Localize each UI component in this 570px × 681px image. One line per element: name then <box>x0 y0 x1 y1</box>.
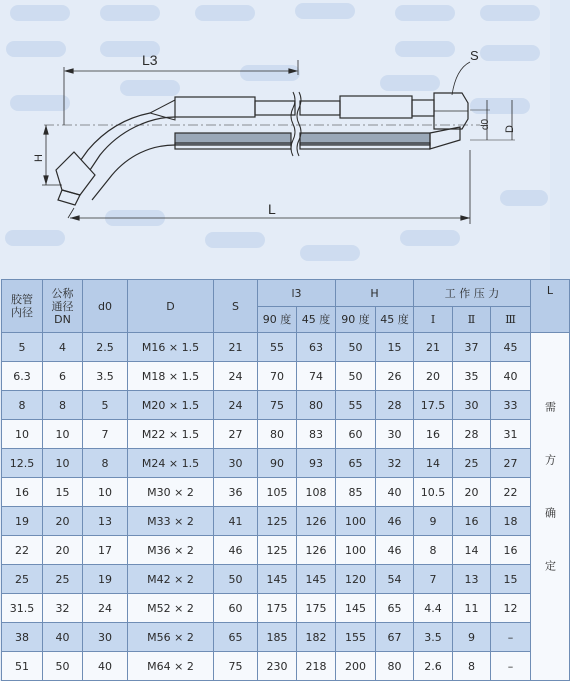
cell-pressure-1: 10.5 <box>414 478 453 507</box>
cell-nominal-bore: 10 <box>43 449 83 478</box>
table-row <box>2 565 570 594</box>
cell-pressure-3: 40 <box>491 362 531 391</box>
cell-l3-90: 125 <box>258 536 297 565</box>
cell-d0: 10 <box>83 478 128 507</box>
cell-pressure-3: 18 <box>491 507 531 536</box>
cell-d: M33 × 2 <box>128 507 214 536</box>
cell-pressure-2: 35 <box>453 362 491 391</box>
table-row <box>2 362 570 391</box>
cell-s: 75 <box>214 652 258 681</box>
cell-pressure-2: 25 <box>453 449 491 478</box>
cell-h-45: 32 <box>376 449 414 478</box>
cell-h-45: 26 <box>376 362 414 391</box>
cell-d: M56 × 2 <box>128 623 214 652</box>
cell-h-45: 40 <box>376 478 414 507</box>
hose-assembly-drawing <box>0 0 550 279</box>
cell-pressure-2: 9 <box>453 623 491 652</box>
cell-nominal-bore: 10 <box>43 420 83 449</box>
cell-pressure-2: 30 <box>453 391 491 420</box>
cell-h-90: 50 <box>336 362 376 391</box>
table-body <box>2 333 570 681</box>
cell-l3-45: 126 <box>297 507 336 536</box>
table-row <box>2 652 570 681</box>
cell-l3-45: 108 <box>297 478 336 507</box>
cell-h-90: 85 <box>336 478 376 507</box>
cell-pressure-1: 20 <box>414 362 453 391</box>
cell-pressure-1: 7 <box>414 565 453 594</box>
subheader-l3-45: 45 度 <box>297 307 336 333</box>
cell-d0: 24 <box>83 594 128 623</box>
cell-h-45: 46 <box>376 536 414 565</box>
cell-h-45: 65 <box>376 594 414 623</box>
cell-l3-90: 145 <box>258 565 297 594</box>
cell-d0: 3.5 <box>83 362 128 391</box>
cell-pressure-1: 9 <box>414 507 453 536</box>
table-row <box>2 449 570 478</box>
cell-hose-inner-diameter: 12.5 <box>2 449 43 478</box>
cell-d0: 30 <box>83 623 128 652</box>
cell-h-45: 15 <box>376 333 414 362</box>
table-row <box>2 536 570 565</box>
header-hose-inner-diameter: 胶管 内径 <box>2 280 43 333</box>
cell-s: 46 <box>214 536 258 565</box>
cell-l3-90: 90 <box>258 449 297 478</box>
cell-pressure-3: 33 <box>491 391 531 420</box>
cell-s: 41 <box>214 507 258 536</box>
cell-s: 50 <box>214 565 258 594</box>
cell-l3-45: 218 <box>297 652 336 681</box>
cell-s: 30 <box>214 449 258 478</box>
cell-h-90: 200 <box>336 652 376 681</box>
table-row <box>2 420 570 449</box>
cell-nominal-bore: 4 <box>43 333 83 362</box>
cell-hose-inner-diameter: 5 <box>2 333 43 362</box>
cell-d0: 2.5 <box>83 333 128 362</box>
cell-pressure-3: 22 <box>491 478 531 507</box>
cell-d0: 19 <box>83 565 128 594</box>
subheader-pressure-2: Ⅱ <box>453 307 491 333</box>
cell-d0: 13 <box>83 507 128 536</box>
cell-l3-90: 230 <box>258 652 297 681</box>
subheader-h-90: 90 度 <box>336 307 376 333</box>
cell-pressure-3: – <box>491 623 531 652</box>
cell-s: 24 <box>214 362 258 391</box>
cell-pressure-3: 12 <box>491 594 531 623</box>
cell-hose-inner-diameter: 38 <box>2 623 43 652</box>
cell-pressure-1: 14 <box>414 449 453 478</box>
cell-pressure-1: 4.4 <box>414 594 453 623</box>
cell-hose-inner-diameter: 51 <box>2 652 43 681</box>
header-d: D <box>128 280 214 333</box>
cell-pressure-1: 3.5 <box>414 623 453 652</box>
cell-l3-45: 175 <box>297 594 336 623</box>
cell-l3-45: 126 <box>297 536 336 565</box>
cell-h-45: 67 <box>376 623 414 652</box>
cell-h-45: 46 <box>376 507 414 536</box>
cell-d: M52 × 2 <box>128 594 214 623</box>
cell-l3-45: 145 <box>297 565 336 594</box>
cell-d: M20 × 1.5 <box>128 391 214 420</box>
cell-d: M18 × 1.5 <box>128 362 214 391</box>
cell-l3-90: 75 <box>258 391 297 420</box>
cell-pressure-2: 20 <box>453 478 491 507</box>
cell-pressure-1: 8 <box>414 536 453 565</box>
cell-pressure-1: 21 <box>414 333 453 362</box>
cell-s: 60 <box>214 594 258 623</box>
l-note-cell: 需方确定 <box>531 333 570 681</box>
cell-h-45: 28 <box>376 391 414 420</box>
cell-pressure-2: 13 <box>453 565 491 594</box>
cell-d: M42 × 2 <box>128 565 214 594</box>
cell-h-45: 30 <box>376 420 414 449</box>
cell-hose-inner-diameter: 22 <box>2 536 43 565</box>
cell-nominal-bore: 50 <box>43 652 83 681</box>
spec-table <box>1 279 570 681</box>
table-row <box>2 623 570 652</box>
cell-h-90: 100 <box>336 507 376 536</box>
cell-d0: 7 <box>83 420 128 449</box>
table-row <box>2 333 570 362</box>
cell-l3-90: 80 <box>258 420 297 449</box>
cell-s: 65 <box>214 623 258 652</box>
cell-h-45: 80 <box>376 652 414 681</box>
cell-pressure-3: 45 <box>491 333 531 362</box>
cell-l3-45: 63 <box>297 333 336 362</box>
cell-pressure-1: 16 <box>414 420 453 449</box>
table-row <box>2 594 570 623</box>
cell-pressure-3: 27 <box>491 449 531 478</box>
h-label: H <box>33 154 45 162</box>
cell-nominal-bore: 32 <box>43 594 83 623</box>
cell-nominal-bore: 40 <box>43 623 83 652</box>
cell-pressure-2: 11 <box>453 594 491 623</box>
cell-pressure-3: 16 <box>491 536 531 565</box>
cell-nominal-bore: 15 <box>43 478 83 507</box>
cell-d: M16 × 1.5 <box>128 333 214 362</box>
subheader-l3-90: 90 度 <box>258 307 297 333</box>
cell-d: M22 × 1.5 <box>128 420 214 449</box>
subheader-h-45: 45 度 <box>376 307 414 333</box>
cell-hose-inner-diameter: 16 <box>2 478 43 507</box>
cell-d: M24 × 1.5 <box>128 449 214 478</box>
cell-h-90: 120 <box>336 565 376 594</box>
header-nominal-bore: 公称 通径 DN <box>43 280 83 333</box>
cell-l3-45: 80 <box>297 391 336 420</box>
cell-l3-45: 182 <box>297 623 336 652</box>
header-l: L <box>531 280 570 333</box>
watermark-pattern <box>5 3 548 261</box>
subheader-pressure-1: Ⅰ <box>414 307 453 333</box>
header-d0: d0 <box>83 280 128 333</box>
d0-label: d0 <box>480 118 491 130</box>
cell-l3-90: 175 <box>258 594 297 623</box>
s-label: S <box>470 48 479 63</box>
cell-h-90: 155 <box>336 623 376 652</box>
cell-s: 36 <box>214 478 258 507</box>
cell-pressure-3: 31 <box>491 420 531 449</box>
cell-pressure-1: 2.6 <box>414 652 453 681</box>
cell-d: M36 × 2 <box>128 536 214 565</box>
header-l3: l3 <box>258 280 336 307</box>
cell-h-90: 100 <box>336 536 376 565</box>
cell-h-45: 54 <box>376 565 414 594</box>
cell-nominal-bore: 20 <box>43 507 83 536</box>
l3-label: L3 <box>142 52 158 68</box>
d-label: D <box>504 125 516 133</box>
cell-h-90: 65 <box>336 449 376 478</box>
cell-l3-90: 55 <box>258 333 297 362</box>
cell-hose-inner-diameter: 25 <box>2 565 43 594</box>
table-row <box>2 478 570 507</box>
cell-hose-inner-diameter: 19 <box>2 507 43 536</box>
cell-l3-45: 93 <box>297 449 336 478</box>
subheader-pressure-3: Ⅲ <box>491 307 531 333</box>
cell-hose-inner-diameter: 8 <box>2 391 43 420</box>
cell-d: M64 × 2 <box>128 652 214 681</box>
cell-h-90: 55 <box>336 391 376 420</box>
cell-pressure-3: 15 <box>491 565 531 594</box>
cell-pressure-2: 14 <box>453 536 491 565</box>
cell-h-90: 60 <box>336 420 376 449</box>
cell-l3-45: 74 <box>297 362 336 391</box>
cell-hose-inner-diameter: 10 <box>2 420 43 449</box>
header-row <box>2 280 570 307</box>
cell-pressure-3: – <box>491 652 531 681</box>
cell-d0: 40 <box>83 652 128 681</box>
cell-hose-inner-diameter: 6.3 <box>2 362 43 391</box>
cell-s: 27 <box>214 420 258 449</box>
cell-d: M30 × 2 <box>128 478 214 507</box>
header-h: H <box>336 280 414 307</box>
cell-l3-90: 125 <box>258 507 297 536</box>
cell-nominal-bore: 8 <box>43 391 83 420</box>
table-row <box>2 507 570 536</box>
cell-pressure-2: 37 <box>453 333 491 362</box>
cell-l3-90: 105 <box>258 478 297 507</box>
cell-pressure-2: 16 <box>453 507 491 536</box>
table-row <box>2 391 570 420</box>
cell-d0: 17 <box>83 536 128 565</box>
header-working-pressure: 工 作 压 力 <box>414 280 531 307</box>
cell-s: 21 <box>214 333 258 362</box>
cell-nominal-bore: 25 <box>43 565 83 594</box>
cell-d0: 5 <box>83 391 128 420</box>
header-s: S <box>214 280 258 333</box>
cell-l3-90: 70 <box>258 362 297 391</box>
cell-d0: 8 <box>83 449 128 478</box>
cell-nominal-bore: 20 <box>43 536 83 565</box>
cell-pressure-1: 17.5 <box>414 391 453 420</box>
cell-l3-90: 185 <box>258 623 297 652</box>
cell-hose-inner-diameter: 31.5 <box>2 594 43 623</box>
cell-nominal-bore: 6 <box>43 362 83 391</box>
cell-pressure-2: 28 <box>453 420 491 449</box>
cell-pressure-2: 8 <box>453 652 491 681</box>
cell-h-90: 145 <box>336 594 376 623</box>
cell-s: 24 <box>214 391 258 420</box>
l-label: L <box>268 201 276 217</box>
cell-l3-45: 83 <box>297 420 336 449</box>
cell-h-90: 50 <box>336 333 376 362</box>
